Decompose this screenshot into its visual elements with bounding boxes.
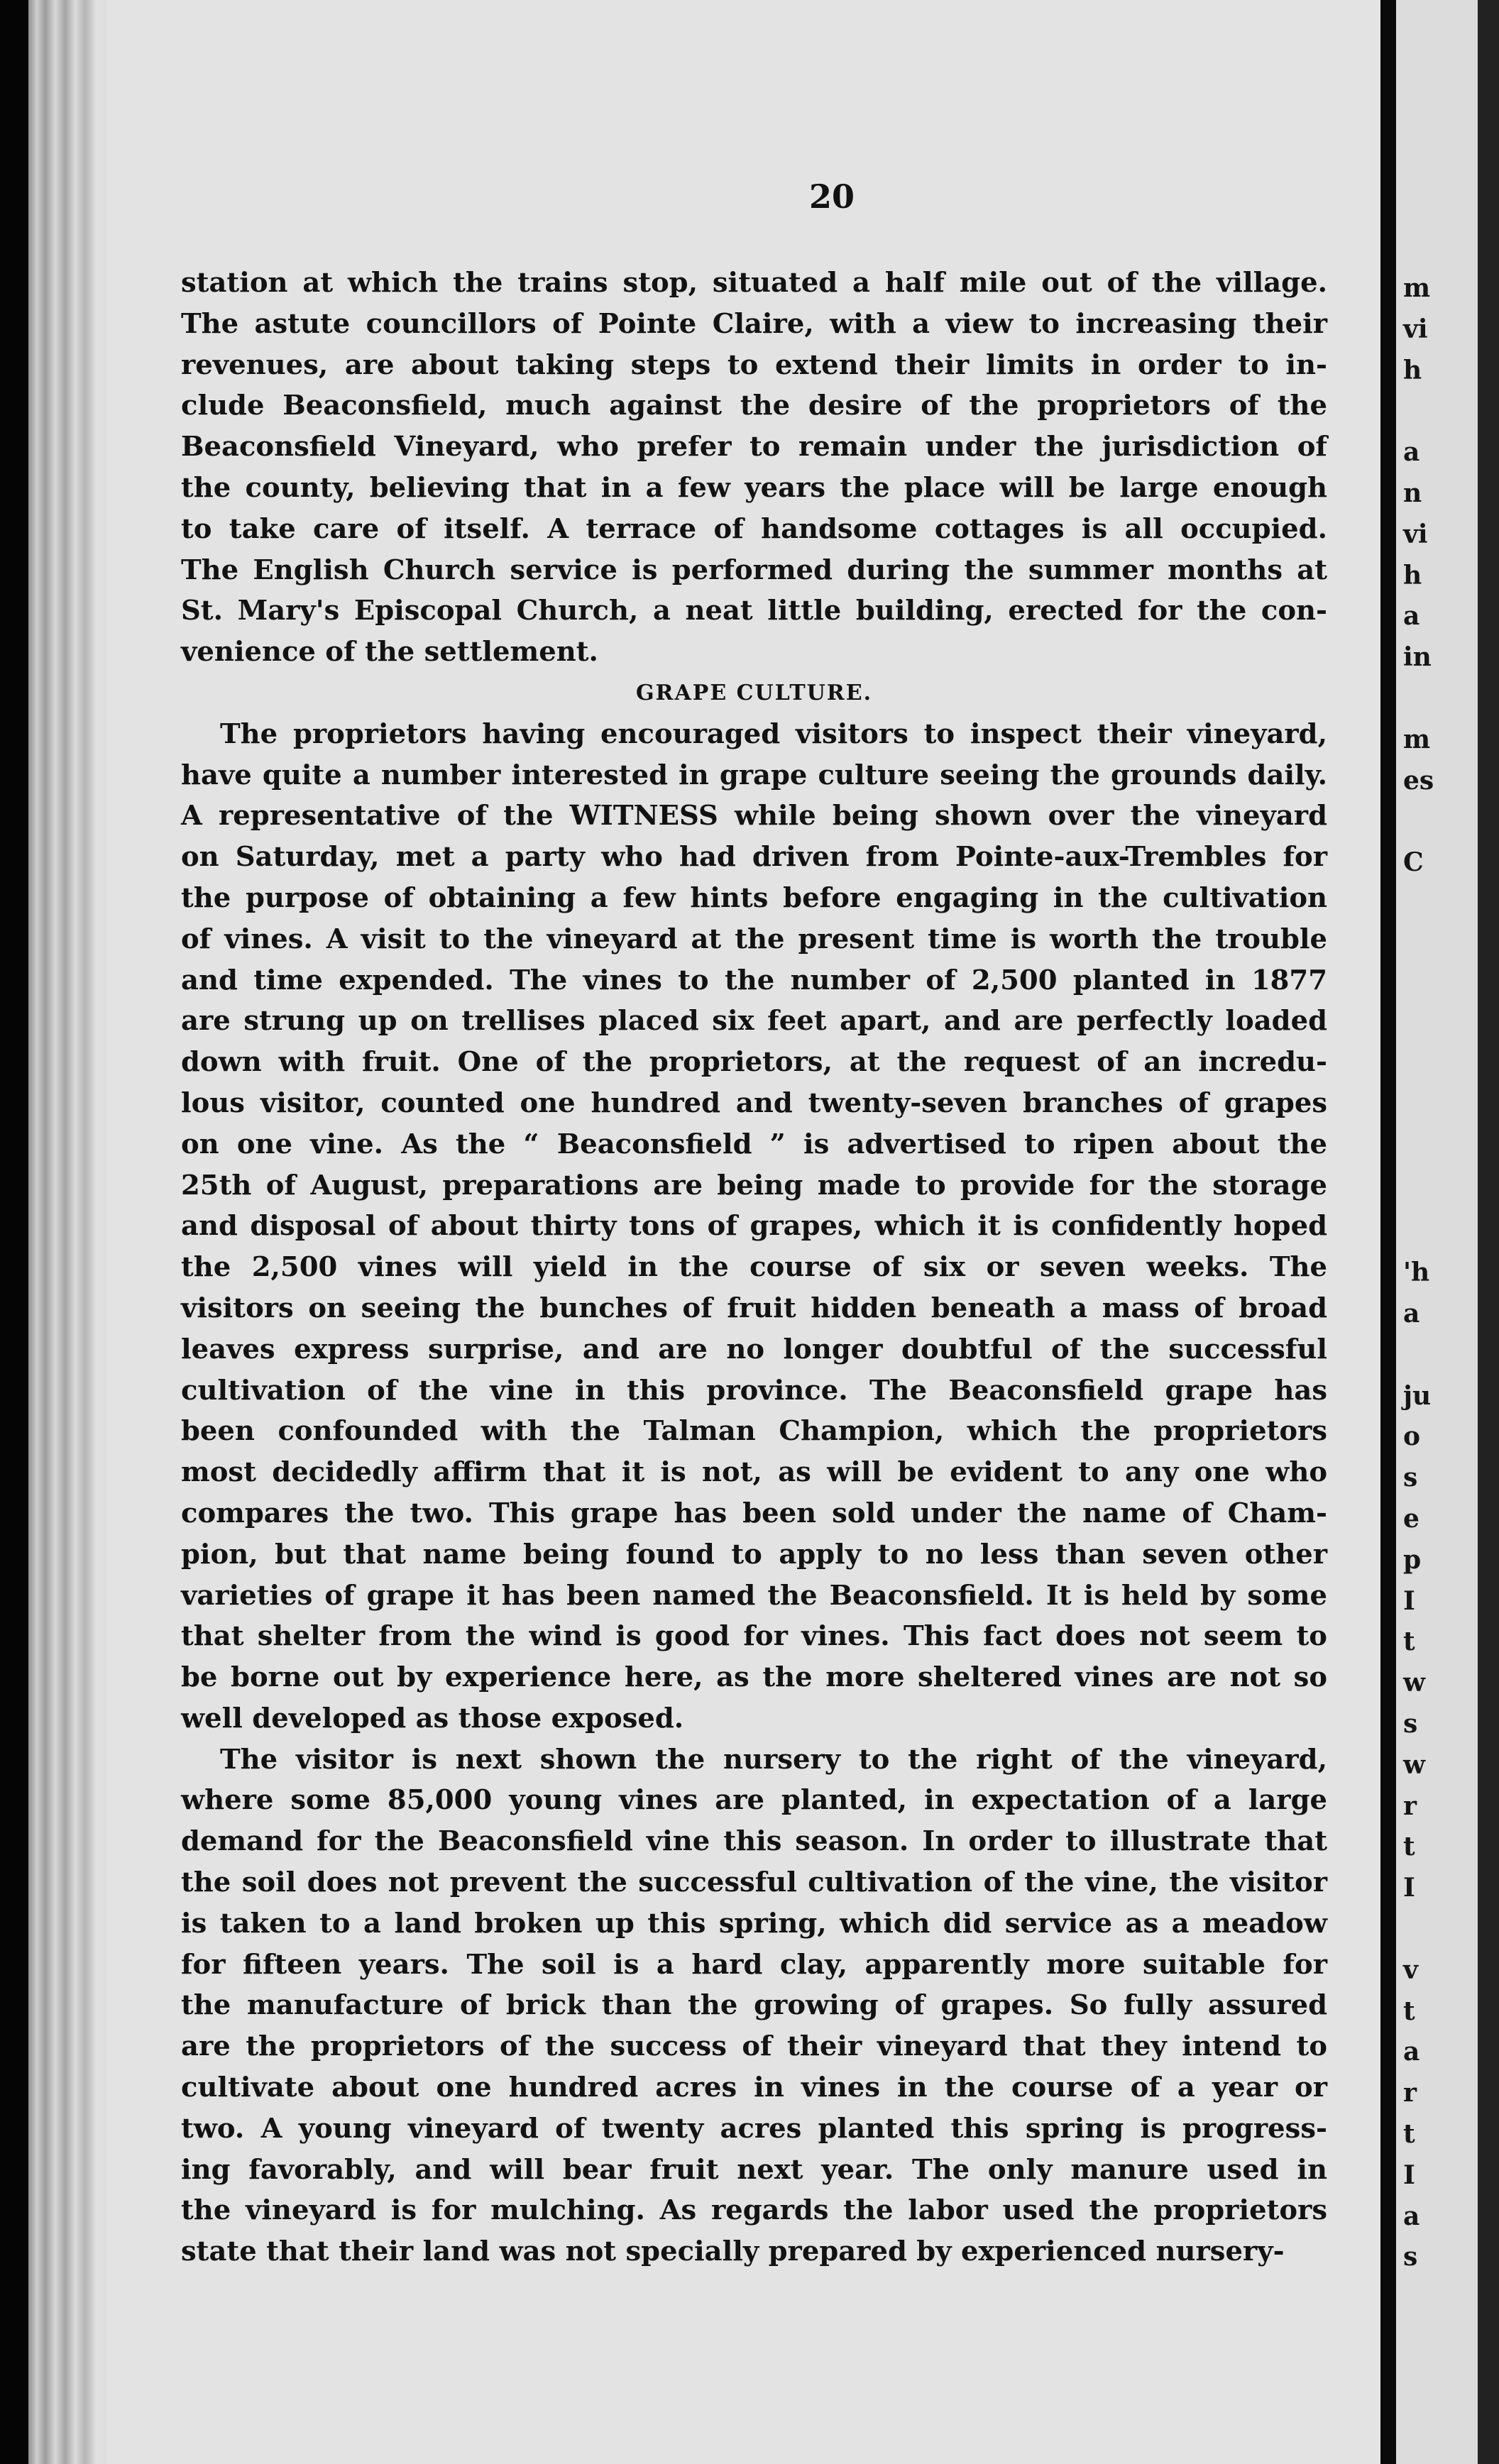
adjacent-text-fragment: m: [1403, 273, 1431, 303]
text-line: on one vine. As the “ Beaconsfield ” is advertised to ripen about the: [181, 1128, 1327, 1160]
text-line: station at which the trains stop, situated a half mile out of the village.: [181, 267, 1327, 299]
paragraph: [181, 1739, 1327, 2272]
text-line: state that their land was not specially prepared by experienced nursery-: [181, 2235, 1285, 2268]
adjacent-text-fragment: s: [1403, 1709, 1418, 1739]
adjacent-text-fragment: a: [1403, 1299, 1420, 1329]
text-line: is taken to a land broken up this spring, which did service as a meadow: [181, 1907, 1327, 1940]
text-line: A representative of the WITNESS while being shown over the vineyard: [181, 800, 1327, 832]
adjacent-text-fragment: vi: [1403, 314, 1428, 344]
text-line: The astute councillors of Pointe Claire, with a view to increasing their: [181, 307, 1327, 340]
text-line: leaves express surprise, and are no longer doubtful of the successful: [181, 1333, 1327, 1365]
text-line: the 2,500 vines will yield in the course of six or seven weeks. The: [181, 1251, 1327, 1284]
text-line: on Saturday, met a party who had driven from Pointe-aux-Trembles for: [181, 841, 1327, 874]
text-line: have quite a number interested in grape culture seeing the grounds daily.: [181, 759, 1327, 791]
scan-border: [1478, 0, 1499, 2464]
text-line: for fifteen years. The soil is a hard clay, apparently more suitable for: [181, 1948, 1327, 1981]
text-line: and disposal of about thirty tons of grapes, which it is confidently hoped: [181, 1210, 1327, 1243]
text-line: two. A young vineyard of twenty acres planted this spring is progress-: [181, 2112, 1327, 2145]
page-number: 20: [809, 177, 855, 216]
text-line: revenues, are about taking steps to extend their limits in order to in-: [181, 348, 1327, 381]
adjacent-text-fragment: t: [1403, 1627, 1415, 1657]
adjacent-text-fragment: a: [1403, 2037, 1420, 2067]
adjacent-text-fragment: s: [1403, 1463, 1418, 1493]
text-line: The English Church service is performed during the summer months at: [181, 554, 1327, 586]
text-line: Beaconsfield Vineyard, who prefer to remain under the jurisdiction of: [181, 431, 1327, 463]
adjacent-text-fragment: ju: [1403, 1380, 1432, 1411]
text-line: The proprietors having encouraged visitors to inspect their vineyard,: [220, 717, 1327, 750]
text-line: the county, believing that in a few years the place will be large enough: [181, 471, 1327, 504]
paragraph: [181, 263, 1327, 673]
text-line: ing favorably, and will bear fruit next year. The only manure used in: [181, 2153, 1327, 2186]
adjacent-text-fragment: h: [1403, 355, 1422, 385]
adjacent-text-fragment: a: [1403, 601, 1420, 632]
text-line: down with fruit. One of the proprietors, at the request of an incredu-: [181, 1046, 1327, 1079]
text-line: venience of the settlement.: [181, 636, 598, 669]
text-line: compares the two. This grape has been sold under the name of Cham-: [181, 1497, 1327, 1529]
text-line: be borne out by experience here, as the more sheltered vines are not so: [181, 1661, 1327, 1694]
adjacent-text-fragment: s: [1403, 2242, 1418, 2272]
book-gutter: [1380, 0, 1396, 2464]
adjacent-text-fragment: t: [1403, 2119, 1415, 2149]
text-line: where some 85,000 young vines are planted, in expectation of a large: [181, 1784, 1327, 1817]
article-body: [181, 263, 1327, 2272]
text-line: lous visitor, counted one hundred and twenty-seven branches of grapes: [181, 1087, 1327, 1119]
text-line: visitors on seeing the bunches of fruit hidden beneath a mass of broad: [181, 1292, 1327, 1324]
adjacent-text-fragment: o: [1403, 1421, 1421, 1452]
adjacent-text-fragment: p: [1403, 1544, 1422, 1575]
text-line: The visitor is next shown the nursery to the right of the vineyard,: [220, 1743, 1327, 1776]
adjacent-text-fragment: m: [1403, 724, 1431, 754]
adjacent-text-fragment: I: [1403, 2160, 1415, 2190]
adjacent-text-fragment: vi: [1403, 519, 1428, 549]
adjacent-text-fragment: I: [1403, 1585, 1415, 1616]
adjacent-text-fragment: a: [1403, 2201, 1420, 2231]
text-line: pion, but that name being found to apply to no less than seven other: [181, 1538, 1327, 1571]
adjacent-text-fragment: h: [1403, 560, 1422, 590]
text-line: varieties of grape it has been named the Beaconsfield. It is held by some: [181, 1579, 1327, 1612]
paragraph: [181, 714, 1327, 1739]
text-line: cultivation of the vine in this province. The Beaconsfield grape has: [181, 1374, 1327, 1407]
text-line: St. Mary's Episcopal Church, a neat little building, erected for the con-: [181, 595, 1327, 627]
adjacent-text-fragment: I: [1403, 1873, 1415, 1903]
adjacent-text-fragment: n: [1403, 478, 1422, 508]
text-line: 25th of August, preparations are being made to provide for the storage: [181, 1169, 1327, 1201]
adjacent-text-fragment: w: [1403, 1749, 1425, 1780]
adjacent-text-fragment: t: [1403, 1832, 1415, 1862]
text-line: cultivate about one hundred acres in vines in the course of a year or: [181, 2072, 1327, 2104]
adjacent-text-fragment: a: [1403, 437, 1420, 468]
adjacent-text-fragment: es: [1403, 765, 1434, 796]
text-line: of vines. A visit to the vineyard at the present time is worth the trouble: [181, 923, 1327, 955]
adjacent-text-fragment: r: [1403, 1791, 1417, 1821]
text-line: the soil does not prevent the successful cultivation of the vine, the visitor: [181, 1866, 1327, 1899]
adjacent-text-fragment: C: [1403, 847, 1424, 878]
text-line: clude Beaconsfield, much against the desire of the proprietors of the: [181, 390, 1327, 422]
text-line: the manufacture of brick than the growing of grapes. So fully assured: [181, 1989, 1327, 2022]
text-line: that shelter from the wind is good for vines. This fact does not seem to: [181, 1620, 1327, 1653]
text-line: the purpose of obtaining a few hints before engaging in the cultivation: [181, 881, 1327, 914]
text-line: been confounded with the Talman Champion, which the proprietors: [181, 1415, 1327, 1448]
section-heading: GRAPE CULTURE.: [635, 680, 873, 705]
text-line: well developed as those exposed.: [181, 1702, 684, 1734]
adjacent-text-fragment: e: [1403, 1504, 1420, 1534]
adjacent-text-fragment: w: [1403, 1668, 1425, 1698]
text-line: the vineyard is for mulching. As regards the labor used the proprietors: [181, 2194, 1327, 2227]
adjacent-text-fragment: r: [1403, 2078, 1417, 2108]
adjacent-text-fragment: t: [1403, 1996, 1415, 2026]
adjacent-text-fragment: in: [1403, 642, 1432, 673]
text-line: are the proprietors of the success of their vineyard that they intend to: [181, 2030, 1327, 2063]
adjacent-text-fragment: v: [1403, 1954, 1418, 1985]
text-line: are strung up on trellises placed six feet apart, and are perfectly loaded: [181, 1005, 1327, 1038]
text-line: and time expended. The vines to the number of 2,500 planted in 1877: [181, 964, 1327, 996]
text-line: most decidedly affirm that it is not, as will be evident to any one who: [181, 1456, 1327, 1489]
text-line: demand for the Beaconsfield vine this season. In order to illustrate that: [181, 1825, 1327, 1858]
text-line: to take care of itself. A terrace of handsome cottages is all occupied.: [181, 512, 1327, 545]
adjacent-text-fragment: 'h: [1403, 1258, 1430, 1288]
